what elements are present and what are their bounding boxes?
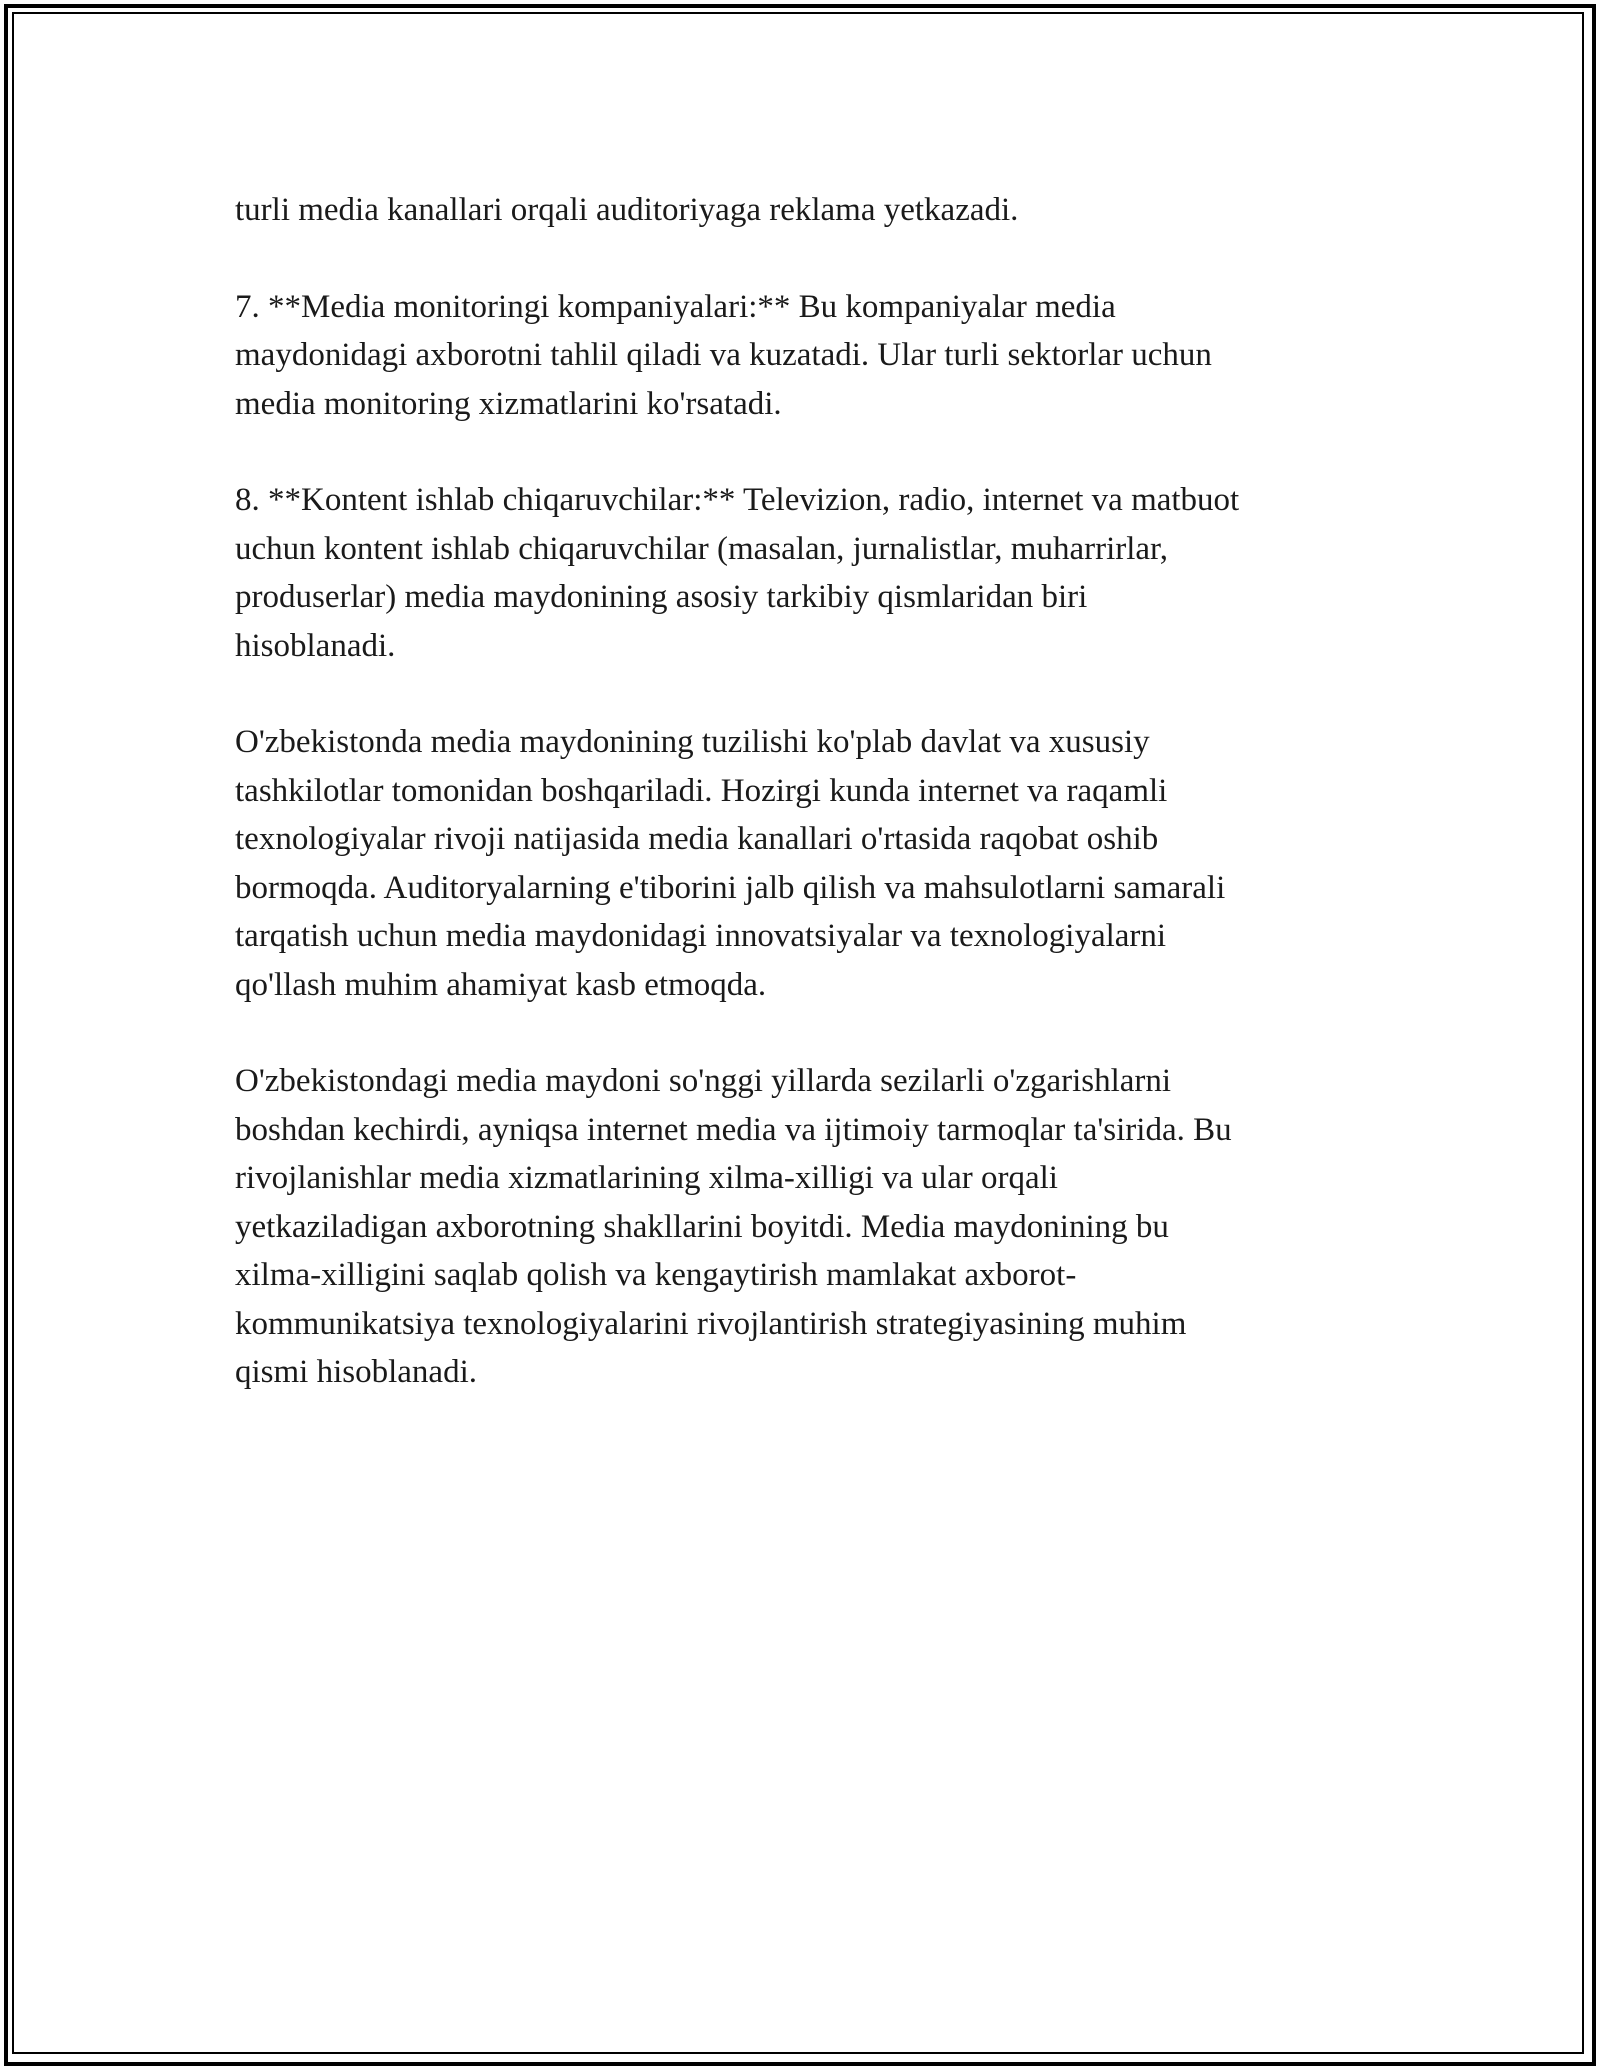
text-line: qo'llash muhim ahamiyat kasb etmoqda. <box>235 966 767 1003</box>
text-line: rivojlanishlar media xizmatlarining xilma-xilligi va ular orqali <box>235 1160 1058 1196</box>
text-line: boshdan kechirdi, ayniqsa internet media va ijtimoiy tarmoqlar ta'sirida. Bu <box>235 1111 1232 1148</box>
text-line: xilma-xilligini saqlab qolish va kengaytirish mamlakat axborot- <box>235 1257 1077 1293</box>
text-line: 7. **Media monitoringi kompaniyalari:** Bu kompaniyalar media <box>235 288 1116 325</box>
text-line: tarqatish uchun media maydonidagi innovatsiyalar va texnologiyalarni <box>235 918 1167 954</box>
text-line: produserlar) media maydonining asosiy tarkibiy qismlaridan biri <box>235 579 1088 615</box>
text-line: kommunikatsiya texnologiyalarini rivojlantirish strategiyasining muhim <box>235 1305 1187 1342</box>
text-line: uchun kontent ishlab chiqaruvchilar (masalan, jurnalistlar, muharrirlar, <box>235 530 1168 567</box>
text-line: O'zbekistondagi media maydoni so'nggi yillarda sezilarli o'zgarishlarni <box>235 1063 1172 1099</box>
paragraph-media-structure <box>235 718 1370 1009</box>
text-line: 8. **Kontent ishlab chiqaruvchilar:** Televizion, radio, internet va matbuot <box>235 482 1240 518</box>
text-line: turli media kanallari orqali auditoriyaga reklama yetkazadi. <box>235 192 1019 228</box>
text-line: maydonidagi axborotni tahlil qiladi va kuzatadi. Ular turli sektorlar uchun <box>235 337 1212 373</box>
text-line: yetkaziladigan axborotning shakllarini boyitdi. Media maydonining bu <box>235 1208 1169 1245</box>
text-line: media monitoring xizmatlarini ko'rsatadi. <box>235 385 782 422</box>
text-line: O'zbekistonda media maydonining tuzilishi ko'plab davlat va xususiy <box>235 724 1150 760</box>
text-line: bormoqda. Auditoryalarning e'tiborini jalb qilish va mahsulotlarni samarali <box>235 869 1226 906</box>
text-line: hisoblanadi. <box>235 627 396 664</box>
paragraph-media-changes <box>235 1057 1370 1397</box>
text-line: tashkilotlar tomonidan boshqariladi. Hozirgi kunda internet va raqamli <box>235 772 1168 809</box>
text-line: texnologiyalar rivoji natijasida media kanallari o'rtasida raqobat oshib <box>235 821 1159 857</box>
document-body <box>235 186 1370 1445</box>
paragraph-content-producers <box>235 476 1370 670</box>
text-line: qismi hisoblanadi. <box>235 1354 477 1390</box>
paragraph-advertising-continuation <box>235 186 1370 235</box>
paragraph-media-monitoring <box>235 283 1370 429</box>
